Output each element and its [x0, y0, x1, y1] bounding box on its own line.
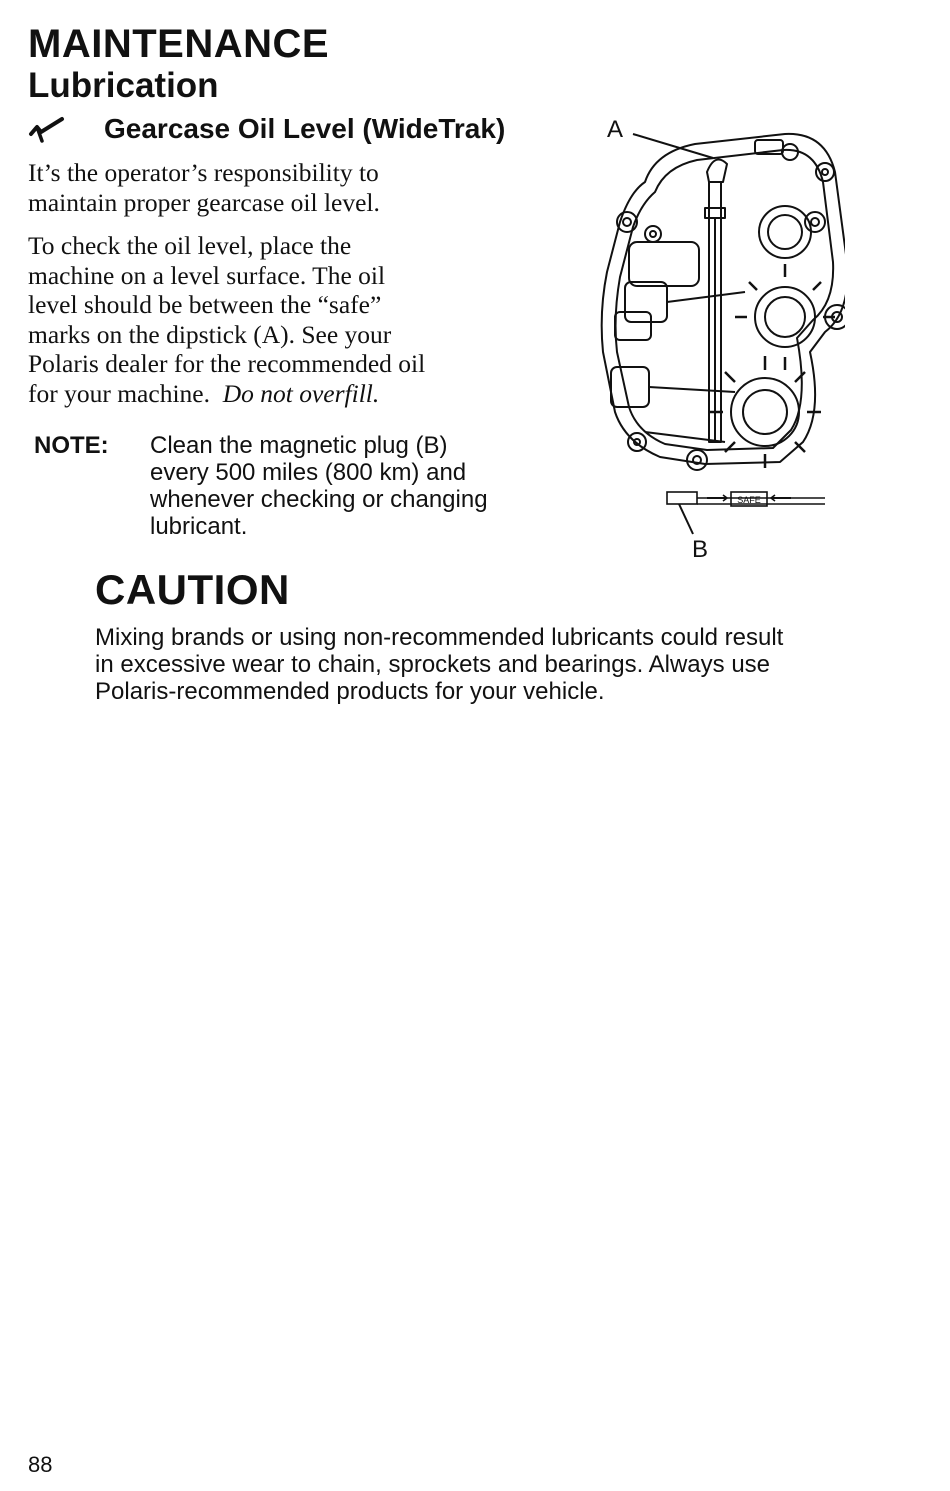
- checkmark-icon: [28, 116, 66, 144]
- paragraph-line: maintain proper gearcase oil level.: [28, 187, 380, 217]
- caution-line: Polaris-recommended products for your vehicle.: [95, 678, 605, 705]
- note-text: [150, 432, 488, 540]
- paragraph-line: marks on the dipstick (A). See your: [28, 319, 392, 349]
- figure-label-a: A: [607, 116, 624, 143]
- page-number: 88: [28, 1452, 53, 1477]
- paragraph-line-last: [28, 379, 558, 409]
- paragraph-line: level should be between the “safe”: [28, 290, 382, 319]
- caution-line: Mixing brands or using non-recommended lubricants could result: [95, 624, 784, 651]
- leader-line-a: [633, 134, 713, 158]
- paragraph-line: machine on a level surface. The oil: [28, 260, 386, 290]
- safe-marking: SAFE: [737, 495, 761, 505]
- topic-heading: Gearcase Oil Level (WideTrak): [104, 113, 506, 144]
- figure-label-b: B: [692, 536, 709, 563]
- note-line: every 500 miles (800 km) and: [150, 459, 467, 486]
- paragraph-text: for your machine.: [28, 378, 223, 408]
- responsibility-paragraph: [28, 158, 558, 217]
- section-title: MAINTENANCE: [28, 22, 330, 66]
- do-not-overfill-warning: Do not overfill.: [222, 378, 380, 408]
- gearcase-illustration: [585, 112, 845, 572]
- caution-text: [95, 624, 783, 705]
- paragraph-line: It’s the operator’s responsibility to: [28, 158, 379, 187]
- note-label: NOTE:: [34, 432, 109, 459]
- oil-check-paragraph: [28, 231, 558, 408]
- caution-line: in excessive wear to chain, sprockets and bearings. Always use: [95, 651, 771, 678]
- note-line: lubricant.: [150, 513, 248, 540]
- note-line: whenever checking or changing: [150, 486, 488, 513]
- note-line: Clean the magnetic plug (B): [150, 432, 448, 459]
- subsection-title: Lubrication: [28, 66, 219, 105]
- paragraph-line: To check the oil level, place the: [28, 231, 352, 260]
- paragraph-line: Polaris dealer for the recommended oil: [28, 349, 426, 378]
- caution-heading: CAUTION: [95, 566, 290, 613]
